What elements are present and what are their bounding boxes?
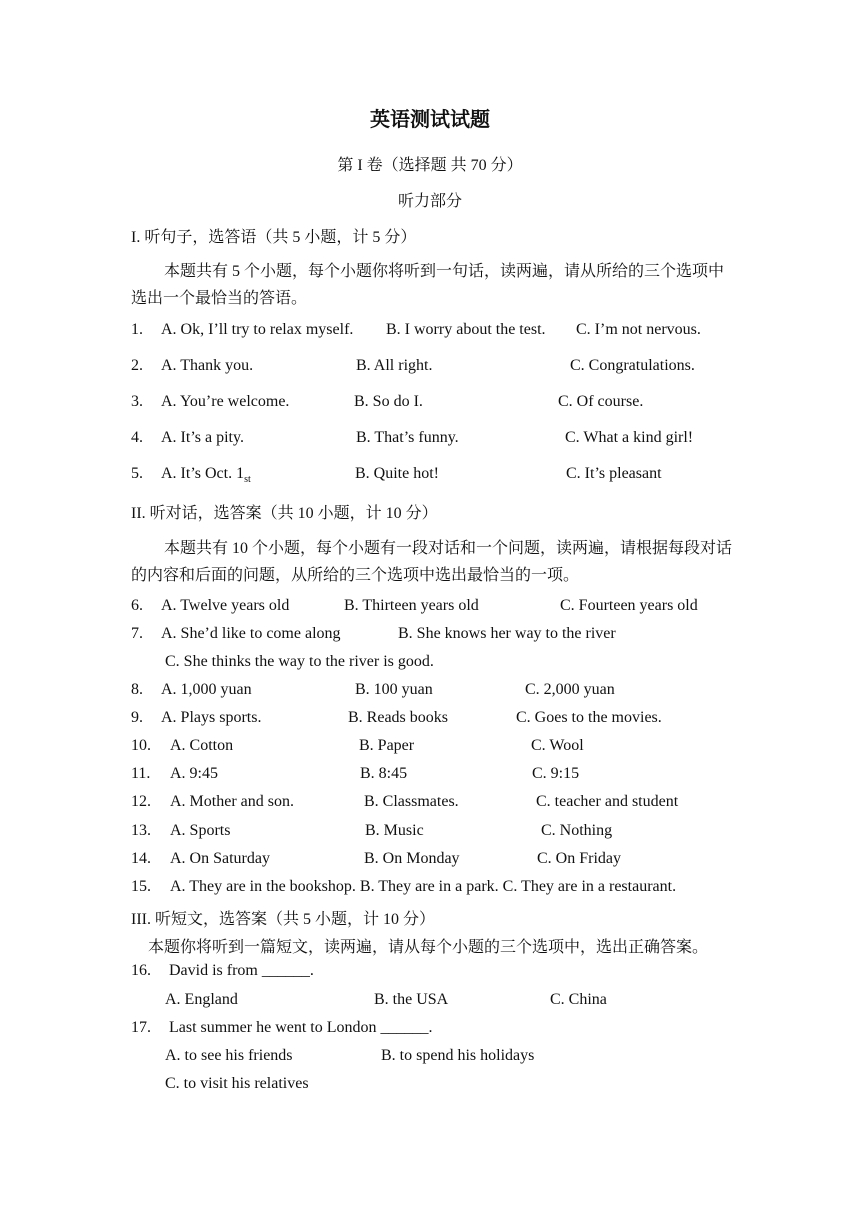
question-number: 2. xyxy=(131,357,143,374)
section-1-heading: I. 听句子，选答语（共 5 小题，计 5 分） xyxy=(131,229,417,246)
question-number: 9. xyxy=(131,709,143,726)
option-c: C. Of course. xyxy=(558,393,644,410)
question-stem: David is from ______. xyxy=(169,962,314,979)
option-a: A. to see his friends xyxy=(165,1047,293,1064)
option-c: C. Wool xyxy=(531,737,584,754)
section-2-instructions: 本题共有 10 个小题，每个小题有一段对话和一个问题，读两遍，请根据每段对话的内容和后面的问题，从所给的三个选项中选出最恰当的一项。 xyxy=(131,540,733,584)
option-a-text: A. It’s Oct. 1 xyxy=(161,465,245,482)
option-c: C. I’m not nervous. xyxy=(576,321,701,338)
option-b: B. to spend his holidays xyxy=(381,1047,535,1064)
option-a: A. Twelve years old xyxy=(161,597,290,614)
option-b: B. I worry about the test. xyxy=(386,321,546,338)
options-line: A. They are in the bookshop. B. They are in a park. C. They are in a restaurant. xyxy=(170,878,677,895)
option-b: B. On Monday xyxy=(364,850,460,867)
option-c: C. Nothing xyxy=(541,822,613,839)
option-b: B. Paper xyxy=(359,737,415,754)
listening-heading: 听力部分 xyxy=(397,193,462,210)
question-number: 3. xyxy=(131,393,143,410)
volume-heading: 第 I 卷（选择题 共 70 分） xyxy=(337,157,523,174)
option-a: A. Plays sports. xyxy=(161,709,262,726)
option-a: A. Mother and son. xyxy=(170,793,294,810)
option-a: A. 9:45 xyxy=(170,765,218,782)
option-a: A. Thank you. xyxy=(161,357,254,374)
question-number: 10. xyxy=(131,737,151,754)
option-b: B. Thirteen years old xyxy=(344,597,479,614)
option-a: A. Sports xyxy=(170,822,231,839)
option-a: A. 1,000 yuan xyxy=(161,681,252,698)
section-2-heading: II. 听对话，选答案（共 10 小题，计 10 分） xyxy=(131,505,438,522)
question-number: 5. xyxy=(131,465,143,482)
option-b: B. Classmates. xyxy=(364,793,459,810)
option-b: B. So do I. xyxy=(354,393,423,410)
option-c: C. What a kind girl! xyxy=(565,429,694,446)
option-c: C. She thinks the way to the river is good. xyxy=(165,653,434,670)
option-a: A. England xyxy=(165,991,238,1008)
option-b: B. All right. xyxy=(356,357,433,374)
option-a: A. On Saturday xyxy=(170,850,270,867)
question-stem: Last summer he went to London ______. xyxy=(169,1019,433,1036)
question-number: 4. xyxy=(131,429,143,446)
question-number: 1. xyxy=(131,321,143,338)
question-number: 13. xyxy=(131,822,151,839)
option-b: B. 8:45 xyxy=(360,765,408,782)
option-b: B. Reads books xyxy=(348,709,448,726)
page-title: 英语测试试题 xyxy=(370,109,490,131)
option-c: C. 9:15 xyxy=(532,765,580,782)
section-1-instructions: 本题共有 5 个小题，每个小题你将听到一句话，读两遍，请从所给的三个选项中选出一个最恰当的答语。 xyxy=(131,263,725,307)
question-number: 6. xyxy=(131,597,143,614)
option-c: C. Goes to the movies. xyxy=(516,709,662,726)
ordinal-suffix: st xyxy=(244,474,251,486)
option-b: B. Music xyxy=(365,822,424,839)
option-b: B. That’s funny. xyxy=(356,429,459,446)
question-number: 14. xyxy=(131,850,151,867)
section-3-heading: III. 听短文，选答案（共 5 小题，计 10 分） xyxy=(131,911,435,928)
option-c: C. teacher and student xyxy=(536,793,679,810)
question-number: 8. xyxy=(131,681,143,698)
question-number: 11. xyxy=(131,765,151,782)
option-a: A. It’s a pity. xyxy=(161,429,244,446)
option-a: A. Cotton xyxy=(170,737,234,754)
option-b: B. She knows her way to the river xyxy=(398,625,616,642)
option-a: A. You’re welcome. xyxy=(161,393,290,410)
option-a: A. She’d like to come along xyxy=(161,625,341,642)
option-a: A. Ok, I’ll try to relax myself. xyxy=(161,321,354,338)
option-c: C. Fourteen years old xyxy=(560,597,698,614)
question-number: 15. xyxy=(131,878,151,895)
option-c: C. 2,000 yuan xyxy=(525,681,615,698)
option-c: C. On Friday xyxy=(537,850,621,867)
section-3-instructions: 本题你将听到一篇短文，读两遍，请从每个小题的三个选项中，选出正确答案。 xyxy=(148,939,709,956)
option-b: B. the USA xyxy=(374,991,449,1008)
question-number: 12. xyxy=(131,793,151,810)
option-b: B. Quite hot! xyxy=(355,465,439,482)
question-number: 17. xyxy=(131,1019,151,1036)
option-b: B. 100 yuan xyxy=(355,681,433,698)
option-c: C. It’s pleasant xyxy=(566,465,662,482)
option-c: C. China xyxy=(550,991,607,1008)
question-number: 7. xyxy=(131,625,143,642)
option-a xyxy=(161,465,251,485)
question-number: 16. xyxy=(131,962,151,979)
option-c: C. to visit his relatives xyxy=(165,1075,309,1092)
option-c: C. Congratulations. xyxy=(570,357,695,374)
